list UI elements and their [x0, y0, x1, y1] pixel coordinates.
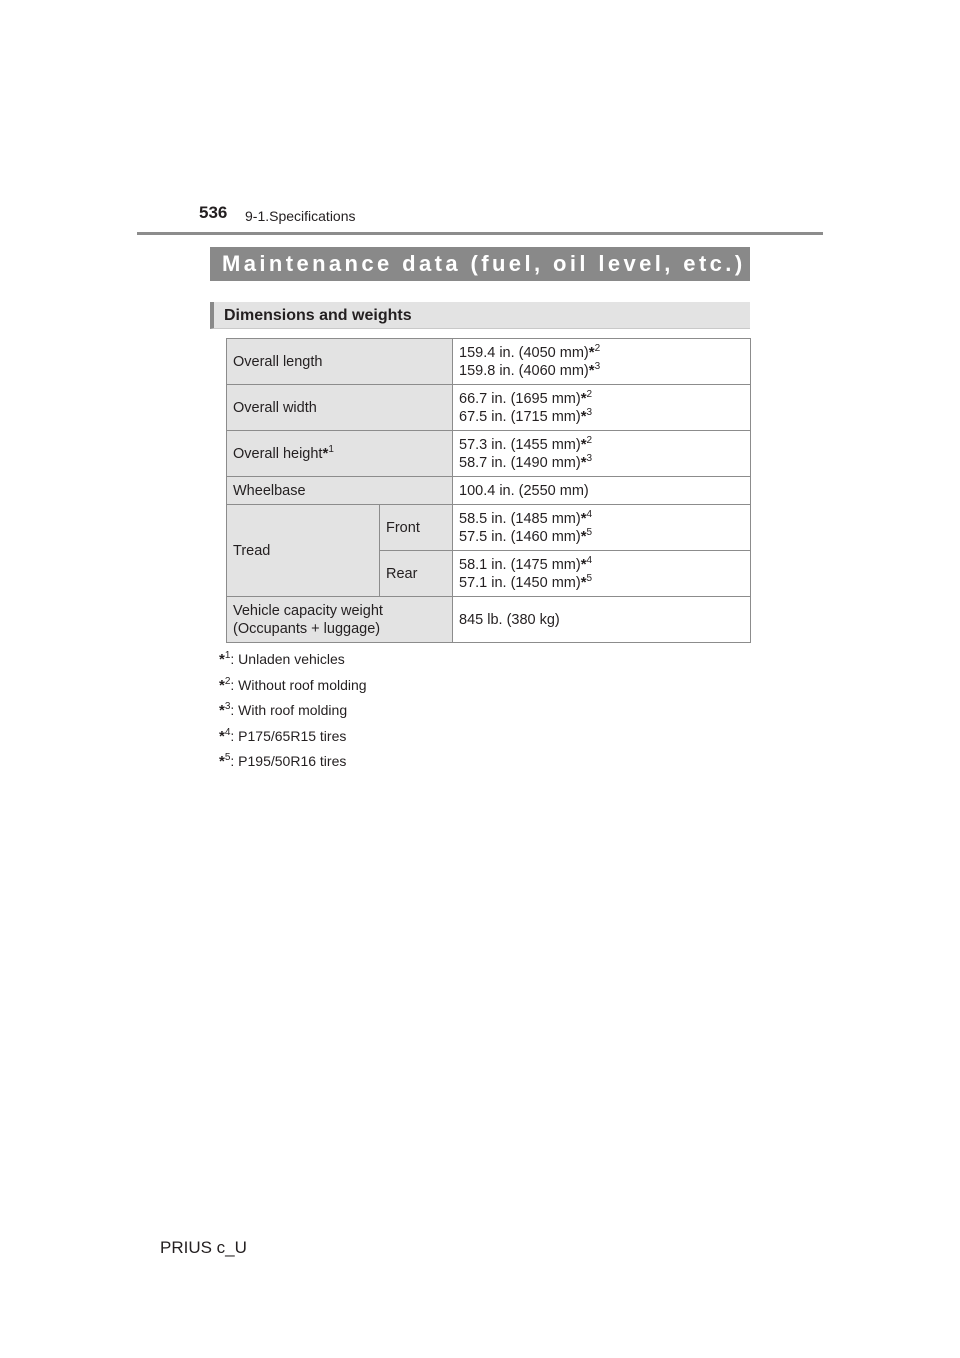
row-label: Vehicle capacity weight (Occupants + luggage) [227, 597, 453, 643]
row-value: 845 lb. (380 kg) [453, 597, 751, 643]
dimensions-table [226, 338, 751, 643]
page-number: 536 [199, 203, 228, 222]
section-path: 9-1.Specifications [245, 208, 356, 224]
footnote-item: *$^3$: With roof molding [219, 701, 348, 719]
row-value: 159.4 in. (4050 mm)*$^2$ 159.8 in. (4060 mm)*$^3$ [453, 339, 751, 385]
row-value: 58.1 in. (1475 mm)*$^4$ 57.1 in. (1450 mm)*$^5$ [453, 551, 751, 597]
table-row [227, 385, 751, 431]
row-sublabel: Rear [380, 551, 453, 597]
table-row [227, 339, 751, 385]
row-label: Overall length [227, 339, 453, 385]
footnote-item: *$^5$: P195/50R16 tires [219, 752, 347, 770]
footnote-item: *$^2$: Without roof molding [219, 675, 367, 694]
header-rule [137, 232, 823, 235]
subsection-title: Dimensions and weights [210, 302, 750, 329]
table-row [227, 431, 751, 477]
row-label: Overall width [227, 385, 453, 431]
row-label: Wheelbase [227, 477, 453, 505]
row-value: 100.4 in. (2550 mm) [453, 477, 751, 505]
footnotes [219, 648, 367, 776]
row-value: 57.3 in. (1455 mm)*$^2$ 58.7 in. (1490 mm)*$^3$ [453, 431, 751, 477]
footnote-item: *$^4$: P175/65R15 tires [219, 726, 347, 745]
row-value: 66.7 in. (1695 mm)*$^2$ 67.5 in. (1715 mm)*$^3$ [453, 385, 751, 431]
page-footer: PRIUS c_U [160, 1238, 247, 1257]
table-row [227, 597, 751, 643]
row-label: Tread [227, 505, 380, 597]
section-title: Maintenance data (fuel, oil level, etc.) [210, 247, 750, 281]
row-value: 58.5 in. (1485 mm)*$^4$ 57.5 in. (1460 mm)*$^5$ [453, 505, 751, 551]
table-row [227, 477, 751, 505]
row-sublabel: Front [380, 505, 453, 551]
footnote-item: *$^1$: Unladen vehicles [219, 650, 345, 668]
row-label: Overall height*$^1$ [227, 431, 453, 477]
table-row [227, 505, 751, 551]
